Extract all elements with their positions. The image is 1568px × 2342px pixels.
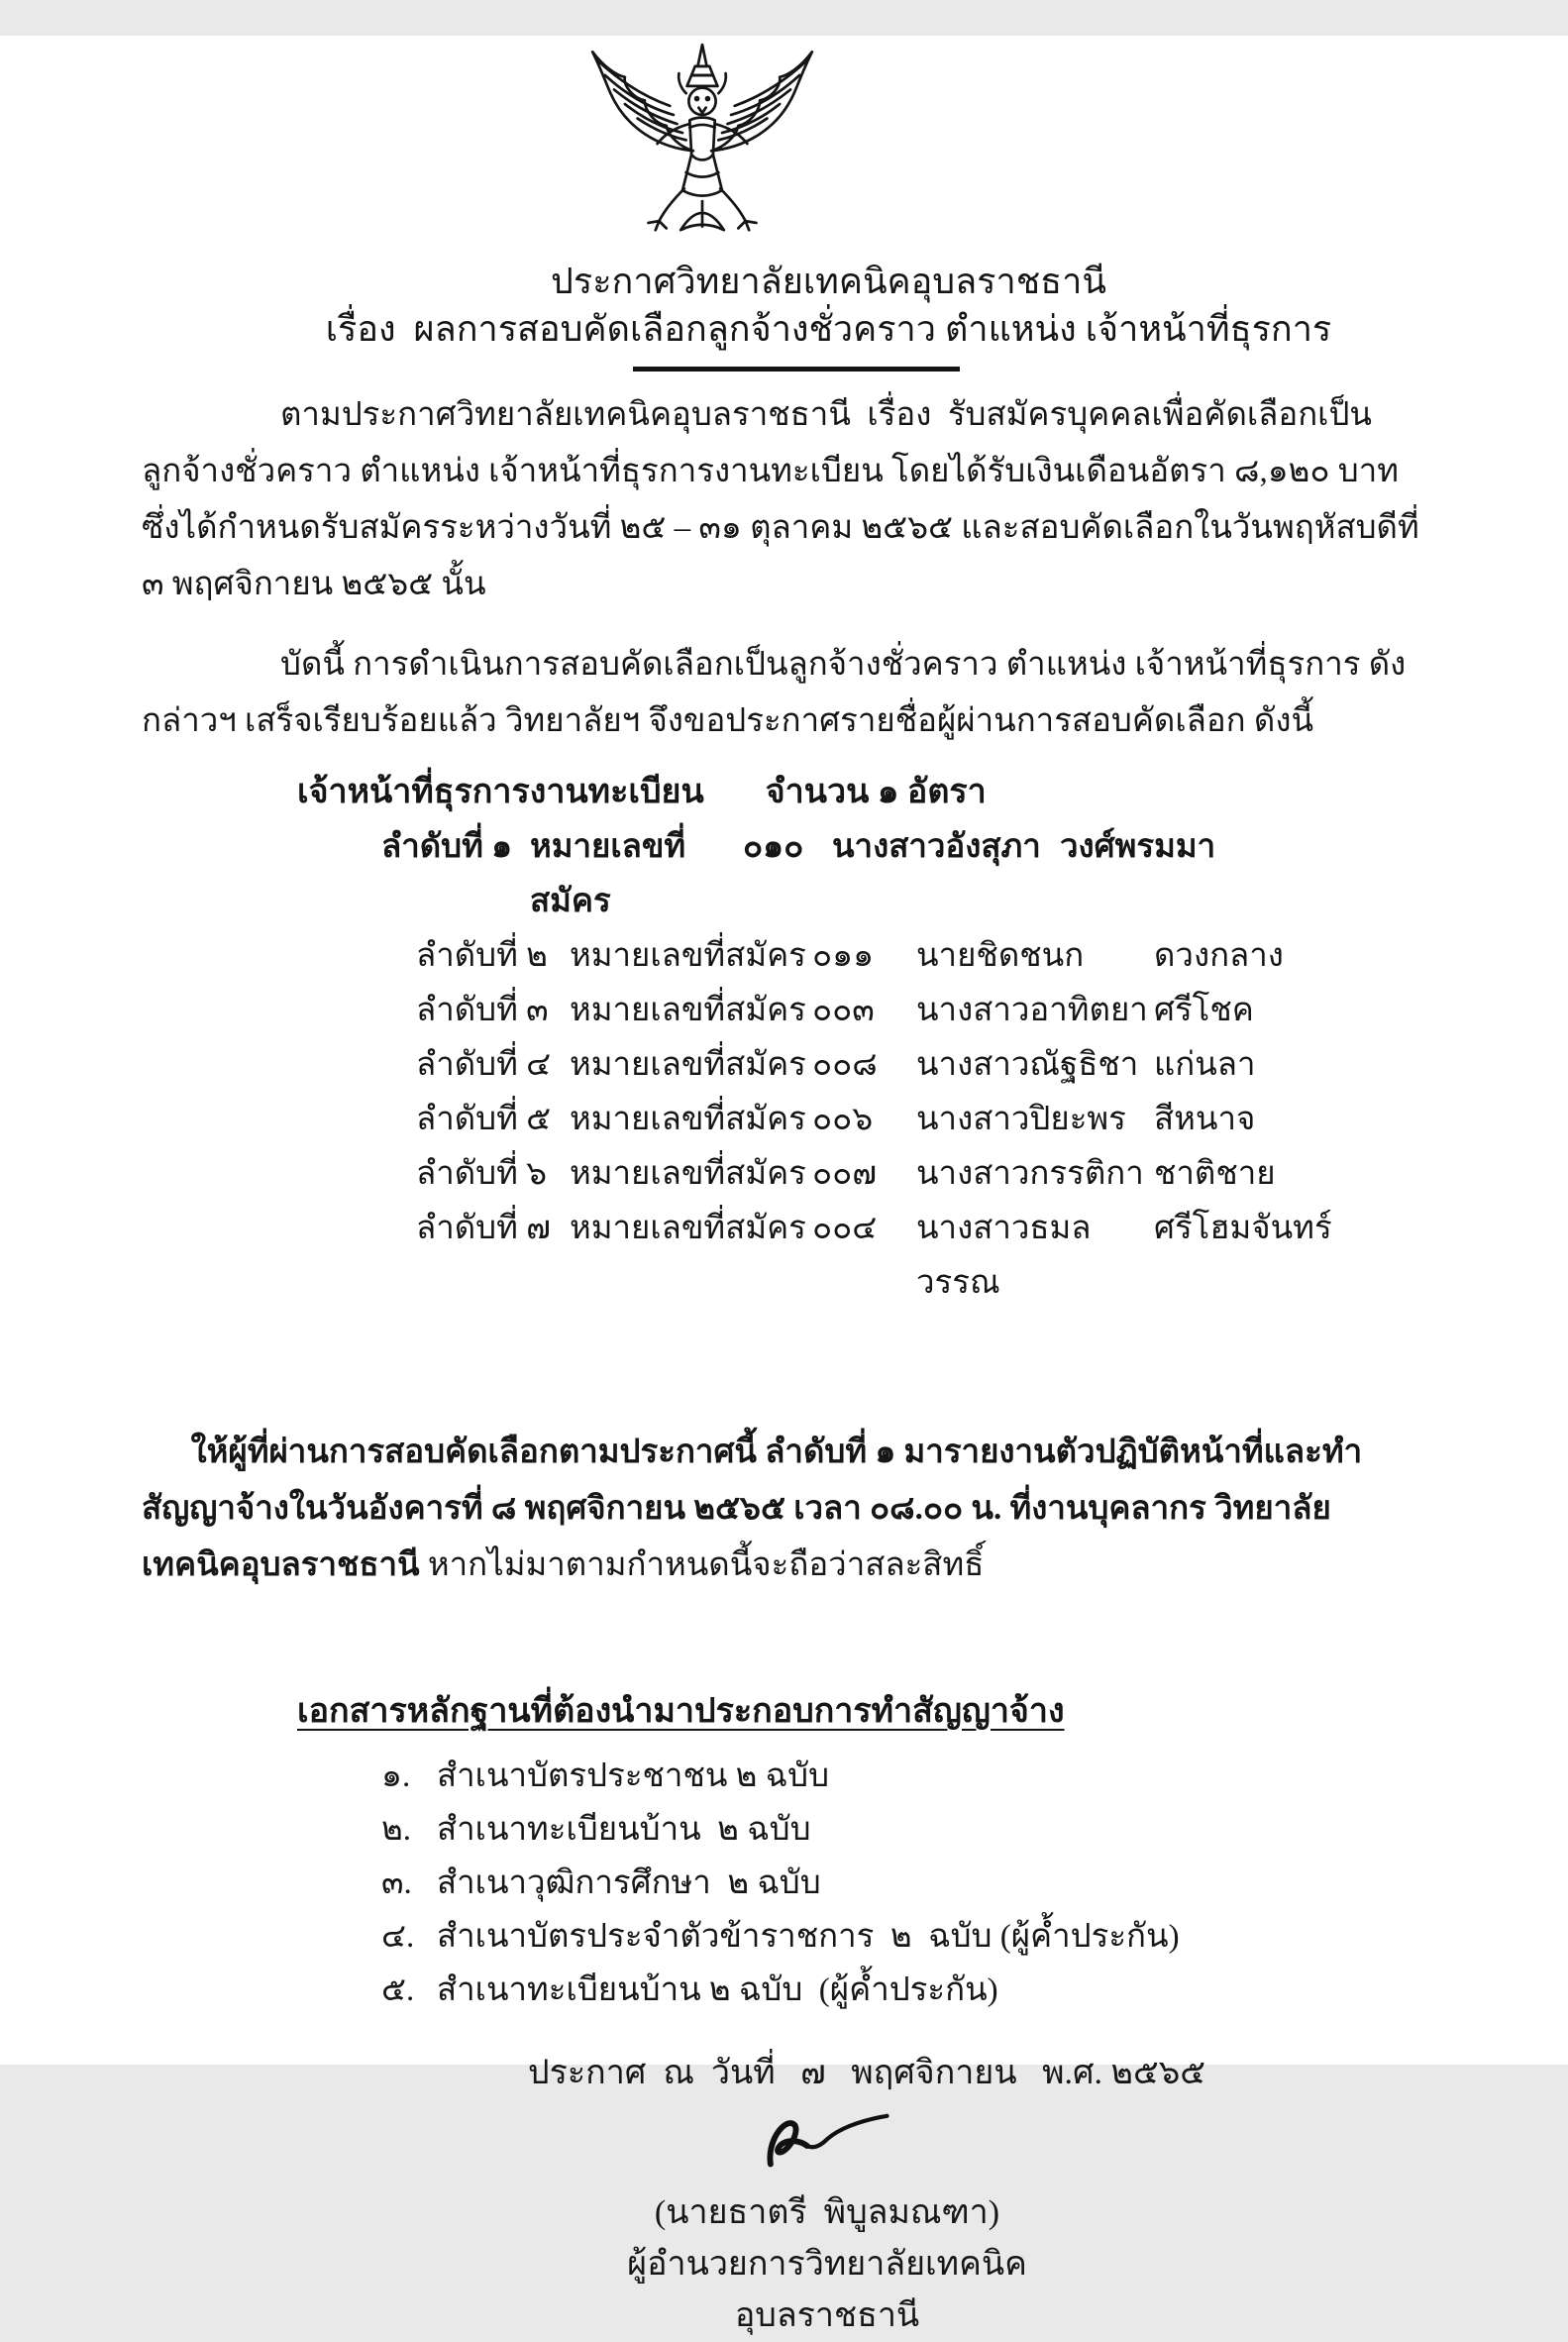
candidate-surname: วงศ์พรมมา	[1060, 829, 1216, 865]
application-number: ๐๐๓	[812, 993, 875, 1028]
candidate-first-name: นางสาวอาทิตยา	[916, 993, 1148, 1028]
candidate-surname: ดวงกลาง	[1154, 938, 1284, 974]
item-number: ๑.	[381, 1758, 411, 1794]
candidate-first-name: นางสาวธมลวรรณ	[916, 1211, 1092, 1301]
candidate-surname: ศรีโชค	[1154, 993, 1254, 1028]
required-documents-list	[142, 1750, 1426, 2017]
candidate-surname: สีหนาจ	[1154, 1102, 1256, 1137]
document-item	[381, 1910, 1426, 1964]
result-row	[416, 1038, 1426, 1093]
signature-block	[599, 2104, 1055, 2342]
application-number-label: หมายเลขที่สมัคร	[570, 938, 806, 974]
item-number: ๕.	[381, 1972, 415, 2008]
document-subject: เรื่อง ผลการสอบคัดเลือกลูกจ้างชั่วคราว ตำแหน่ง เจ้าหน้าที่ธุรการ	[325, 309, 1332, 349]
candidate-surname: แก่นลา	[1154, 1047, 1256, 1083]
position-quota: จำนวน ๑ อัตรา	[765, 774, 987, 810]
row-order: ลำดับที่ ๕	[416, 1102, 552, 1137]
candidate-first-name: นางสาวปิยะพร	[916, 1102, 1126, 1137]
application-number-label: หมายเลขที่สมัคร	[570, 1102, 806, 1137]
document-item	[381, 1803, 1426, 1857]
result-row	[416, 1093, 1426, 1147]
director-name: (นายธาตรี พิบูลมณฑา)	[654, 2194, 1000, 2231]
item-text: สำเนาทะเบียนบ้าน ๒ ฉบับ	[437, 1812, 811, 1848]
item-number: ๒.	[381, 1812, 412, 1848]
instruction-normal-text: หากไม่มาตามกำหนดนี้จะถือว่าสละสิทธิ์	[427, 1547, 985, 1583]
item-number: ๔.	[381, 1919, 415, 1955]
item-number: ๓.	[381, 1865, 412, 1901]
application-number: ๐๐๗	[812, 1156, 878, 1192]
director-signature	[744, 2104, 910, 2187]
candidate-surname: ศรีโฮมจันทร์	[1154, 1211, 1332, 1246]
item-text: สำเนาบัตรประจำตัวข้าราชการ ๒ ฉบับ (ผู้ค้ำประกัน)	[437, 1919, 1180, 1955]
row-order: ลำดับที่ ๑	[381, 829, 513, 865]
row-order: ลำดับที่ ๔	[416, 1047, 552, 1083]
garuda-emblem	[554, 36, 851, 252]
application-number: ๐๑๑	[812, 938, 875, 974]
candidate-first-name: นางสาวกรรติกา	[916, 1156, 1144, 1192]
document-item	[381, 1857, 1426, 1910]
candidate-first-name: นางสาวณัฐธิชา	[916, 1047, 1139, 1083]
result-row	[381, 820, 1426, 929]
item-text: สำเนาบัตรประชาชน ๒ ฉบับ	[437, 1758, 830, 1794]
application-number: ๐๐๘	[812, 1047, 878, 1083]
application-number-label: หมายเลขที่สมัคร	[570, 1047, 806, 1083]
candidate-first-name: นางสาวอังสุภา	[832, 829, 1041, 865]
header-divider	[633, 367, 960, 372]
row-order: ลำดับที่ ๒	[416, 938, 548, 974]
director-title: ผู้อำนวยการวิทยาลัยเทคนิคอุบลราชธานี	[627, 2246, 1027, 2334]
position-title: เจ้าหน้าที่ธุรการงานทะเบียน	[297, 774, 704, 810]
application-number: ๐๑๐	[743, 829, 804, 865]
item-text: สำเนาทะเบียนบ้าน ๒ ฉบับ (ผู้ค้ำประกัน)	[437, 1972, 998, 2008]
required-documents-heading: เอกสารหลักฐานที่ต้องนำมาประกอบการทำสัญญาจ้าง	[297, 1693, 1065, 1730]
reporting-instruction-paragraph	[142, 1368, 1426, 1650]
candidate-first-name: นายชิดชนก	[916, 938, 1085, 974]
announcement-date: ประกาศ ณ วันที่ ๗ พฤศจิกายน พ.ศ. ๒๕๖๕	[528, 2055, 1206, 2091]
application-number: ๐๐๔	[812, 1211, 878, 1246]
application-number: ๐๐๖	[812, 1102, 874, 1137]
application-number-label: หมายเลขที่สมัคร	[570, 993, 806, 1028]
row-order: ลำดับที่ ๖	[416, 1156, 548, 1192]
item-text: สำเนาวุฒิการศึกษา ๒ ฉบับ	[437, 1865, 821, 1901]
position-header	[297, 764, 1426, 820]
application-number-label: หมายเลขที่สมัคร	[570, 1211, 806, 1246]
candidate-surname: ชาติชาย	[1154, 1156, 1276, 1192]
result-row	[416, 1202, 1426, 1311]
application-number-label: หมายเลขที่สมัคร	[530, 829, 686, 919]
result-row	[416, 1147, 1426, 1202]
document-title: ประกาศวิทยาลัยเทคนิคอุบลราชธานี	[551, 262, 1106, 301]
emblem-container	[59, 36, 1344, 252]
application-number-label: หมายเลขที่สมัคร	[570, 1156, 806, 1192]
document-item	[381, 1964, 1426, 2017]
announcement-document	[0, 36, 1568, 2334]
row-order: ลำดับที่ ๓	[416, 993, 549, 1028]
result-announcement-paragraph: บัดนี้ การดำเนินการสอบคัดเลือกเป็นลูกจ้างชั่วคราว ตำแหน่ง เจ้าหน้าที่ธุรการ ดังกล่าวฯ เสร็จเรียบร้อยแล้ว วิทยาลัยฯ จึงขอประกาศรายชื่อผู้ผ่านการสอบคัดเลือก ดังนี้	[142, 647, 1407, 739]
row-order: ลำดับที่ ๗	[416, 1211, 551, 1246]
intro-paragraph: ตามประกาศวิทยาลัยเทคนิคอุบลราชธานี เรื่อง รับสมัครบุคคลเพื่อคัดเลือกเป็นลูกจ้างชั่วคราว ตำแหน่ง เจ้าหน้าที่ธุรการงานทะเบียน โดยได้รับเงินเดือนอัตรา ๘,๑๒๐ บาท ซึ่งได้กำหนดรับสมัครระหว่างวันที่ ๒๕ – ๓๑ ตุลาคม ๒๕๖๕ และสอบคัดเลือกในวันพฤหัสบดีที่ ๓ พฤศจิกายน ๒๕๖๕ นั้น	[142, 397, 1427, 602]
result-row	[416, 984, 1426, 1038]
instruction-bold-text: ให้ผู้ที่ผ่านการสอบคัดเลือกตามประกาศนี้ ลำดับที่ ๑ มารายงานตัวปฏิบัติหน้าที่และทำสัญญาจ้างในวันอังคารที่ ๘ พฤศจิกายน ๒๕๖๕ เวลา ๐๘.๐๐ น. ที่งานบุคลากร วิทยาลัยเทคนิคอุบลราชธานี	[142, 1435, 1363, 1583]
document-item	[381, 1750, 1426, 1803]
result-list	[142, 820, 1426, 1311]
result-row	[416, 929, 1426, 984]
